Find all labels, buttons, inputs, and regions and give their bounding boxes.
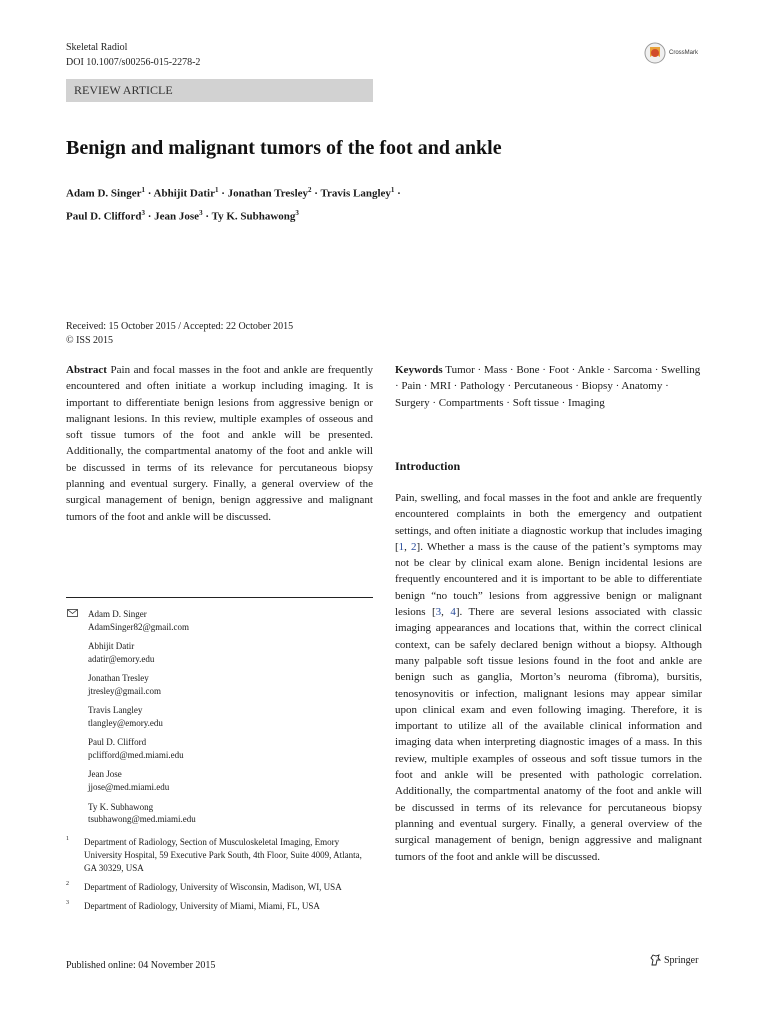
journal-name: Skeletal Radiol bbox=[66, 42, 128, 53]
author-line-1: Adam D. Singer$^1$ · Abhijit Datir$^1$ · Jonathan Tresley$^2$ · Travis Langley$^1$ · bbox=[66, 186, 401, 200]
affiliation-list bbox=[66, 836, 373, 919]
keywords-text: Tumor · Mass · Bone · Foot · Ankle · Sarcoma · Swelling · Pain · MRI · Pathology · Percutaneous · Biopsy · Anatomy · Surgery · Compartments · Soft tissue · Imaging bbox=[395, 364, 701, 409]
crossmark-icon bbox=[644, 42, 666, 64]
affiliation-number: 1 bbox=[66, 836, 69, 842]
citation-link[interactable]: 2 bbox=[411, 540, 417, 553]
author-affiliation-mark: 1 bbox=[214, 186, 219, 194]
citation-separator: , bbox=[404, 540, 412, 553]
author-name[interactable]: Ty K. Subhawong bbox=[211, 210, 296, 223]
author-affiliation-mark: 3 bbox=[141, 208, 145, 217]
author-name[interactable]: Travis Langley bbox=[320, 187, 391, 200]
affiliation-text: Department of Radiology, University of Miami, Miami, FL, USA bbox=[84, 901, 320, 911]
citation-link[interactable]: 1 bbox=[398, 540, 405, 553]
contact-name: Abhijit Datir bbox=[88, 641, 135, 652]
citation-link[interactable]: 3 bbox=[435, 606, 442, 619]
keywords bbox=[395, 362, 702, 411]
citation-separator: , bbox=[441, 606, 451, 619]
abstract-text: Pain and focal masses in the foot and ankle are frequently encountered and often initiate a workup including imaging. It is important to differentiate benign lesions from aggressive benign or malignant lesions. In this review, multiple examples of osseous and soft tissue tumors of the foot and ankle will be presented. Additionally, the compartmental anatomy of the foot and ankle will be discussed in terms of its relevance for percutaneous biopsy planning and eventual surgery. Finally, a general overview of the surgical management of benign, benign aggressive and malignant tumors of the foot and ankle will be discussed. bbox=[66, 364, 374, 523]
article-type: REVIEW ARTICLE bbox=[74, 83, 173, 97]
footnote-divider bbox=[66, 597, 373, 598]
contact-name: Jean Jose bbox=[88, 769, 122, 780]
contact-name: Jonathan Tresley bbox=[88, 673, 149, 684]
affiliation bbox=[66, 836, 373, 875]
affiliation-number: 3 bbox=[66, 900, 69, 906]
author-affiliation-mark: 3 bbox=[199, 208, 203, 217]
intro-text: ]. There are several lesions associated with classic imaging appearances and locations that, within the correct clinical context, can be safely declared benign without a biopsy. Although many palpable soft tissue lesions found in the foot and ankle are benign such as ganglia, Morton’s neuroma (fibroma), bursitis, tenosynovitis or infection, malignant lesions may appear similar upon clinical exam and even following imaging. Therefore, it is important to utilize all of the available clinical information and imaging data when interpreting diagnostic images of a mass. In this review, multiple examples of osseous and soft tissue tumors in the foot and ankle will be presented with pathologic correlation. Additionally, the compartmental anatomy of the foot and ankle will be discussed in terms of its relevance for percutaneous biopsy planning and eventual surgery. Finally, a general overview of the surgical management of benign, benign aggressive and malignant tumors of the foot and ankle will be discussed. bbox=[395, 606, 702, 863]
affiliation-text: Department of Radiology, Section of Musculoskeletal Imaging, Emory University Hospital, 59 Executive Park South, 4th Floor, Suite 4009, Atlanta, GA 30329, USA bbox=[84, 837, 362, 873]
abstract-label: Abstract bbox=[66, 364, 107, 376]
contact-email[interactable]: jtresley@gmail.com bbox=[88, 685, 162, 696]
intro-text: ]. Whether a mass is the cause of the patient’s symptoms may not be clear by clinical exam alone. Benign incidental lesions are frequently encountered and it is important to be able to differentiate benign “no touch” lesions from aggressive benign or malignant lesions [ bbox=[395, 540, 702, 619]
contact-email[interactable]: tlangley@emory.edu bbox=[88, 718, 163, 729]
affiliation-number: 2 bbox=[66, 881, 69, 887]
contact-list bbox=[66, 608, 373, 833]
keywords-label: Keywords bbox=[395, 364, 443, 376]
received-accepted: Received: 15 October 2015 / Accepted: 22 October 2015 bbox=[66, 321, 294, 332]
abstract bbox=[66, 362, 373, 525]
contact-email[interactable]: tsubhawong@med.miami.edu bbox=[88, 814, 196, 825]
author-affiliation-mark: 2 bbox=[308, 186, 312, 194]
contact-entry bbox=[66, 736, 373, 762]
intro-text: Pain, swelling, and focal masses in the foot and ankle are frequently encountered complaints in both the emergency and outpatient settings, and often initiate a diagnostic workup that includes imaging [ bbox=[395, 492, 702, 553]
introduction-heading: Introduction bbox=[395, 459, 461, 473]
contact-email[interactable]: adatir@emory.edu bbox=[88, 653, 155, 664]
doi[interactable]: DOI 10.1007/s00256-015-2278-2 bbox=[66, 57, 201, 68]
contact-name: Paul D. Clifford bbox=[88, 737, 147, 748]
publisher-name: Springer bbox=[664, 954, 699, 966]
contact-entry bbox=[66, 672, 373, 698]
article-dates bbox=[66, 320, 293, 348]
author-line-2: Paul D. Clifford$^3$ · Jean Jose$^3$ · Ty K. Subhawong$^3$ bbox=[66, 208, 299, 223]
author-list bbox=[66, 181, 686, 226]
citation-link[interactable]: 4 bbox=[450, 606, 456, 619]
author-name[interactable]: Adam D. Singer bbox=[66, 187, 142, 200]
affiliation bbox=[66, 881, 373, 894]
envelope-icon bbox=[67, 609, 78, 617]
publisher-logo bbox=[650, 954, 698, 966]
contact-name: Ty K. Subhawong bbox=[88, 801, 154, 812]
contact-name: Adam D. Singer bbox=[88, 609, 147, 619]
author-name[interactable]: Paul D. Clifford bbox=[66, 210, 142, 223]
journal-header bbox=[66, 40, 200, 70]
contact-email[interactable]: AdamSinger82@gmail.com bbox=[88, 621, 190, 632]
affiliation-text: Department of Radiology, University of Wisconsin, Madison, WI, USA bbox=[84, 882, 342, 892]
contact-entry bbox=[66, 801, 373, 827]
author-affiliation-mark: 1 bbox=[390, 186, 395, 194]
introduction-body bbox=[395, 490, 702, 865]
article-title: Benign and malignant tumors of the foot and ankle bbox=[66, 137, 502, 159]
author-name[interactable]: Jonathan Tresley bbox=[227, 187, 309, 200]
contact-entry bbox=[66, 704, 373, 730]
crossmark-label: CrossMark bbox=[669, 50, 699, 56]
contact-entry bbox=[66, 608, 373, 634]
author-affiliation-mark: 3 bbox=[295, 208, 299, 217]
contact-entry bbox=[66, 768, 373, 794]
contact-name: Travis Langley bbox=[88, 705, 143, 716]
contact-email[interactable]: jjose@med.miami.edu bbox=[88, 782, 170, 793]
article-type-band bbox=[66, 79, 373, 102]
crossmark-badge[interactable] bbox=[644, 42, 698, 64]
author-name[interactable]: Abhijit Datir bbox=[153, 187, 215, 200]
springer-horse-icon bbox=[650, 954, 661, 966]
contact-email[interactable]: pclifford@med.miami.edu bbox=[88, 750, 184, 761]
affiliation bbox=[66, 900, 373, 913]
author-affiliation-mark: 1 bbox=[141, 186, 145, 194]
contact-entry bbox=[66, 640, 373, 666]
copyright: © ISS 2015 bbox=[66, 335, 114, 346]
author-name[interactable]: Jean Jose bbox=[154, 210, 200, 223]
published-date: Published online: 04 November 2015 bbox=[66, 960, 216, 971]
